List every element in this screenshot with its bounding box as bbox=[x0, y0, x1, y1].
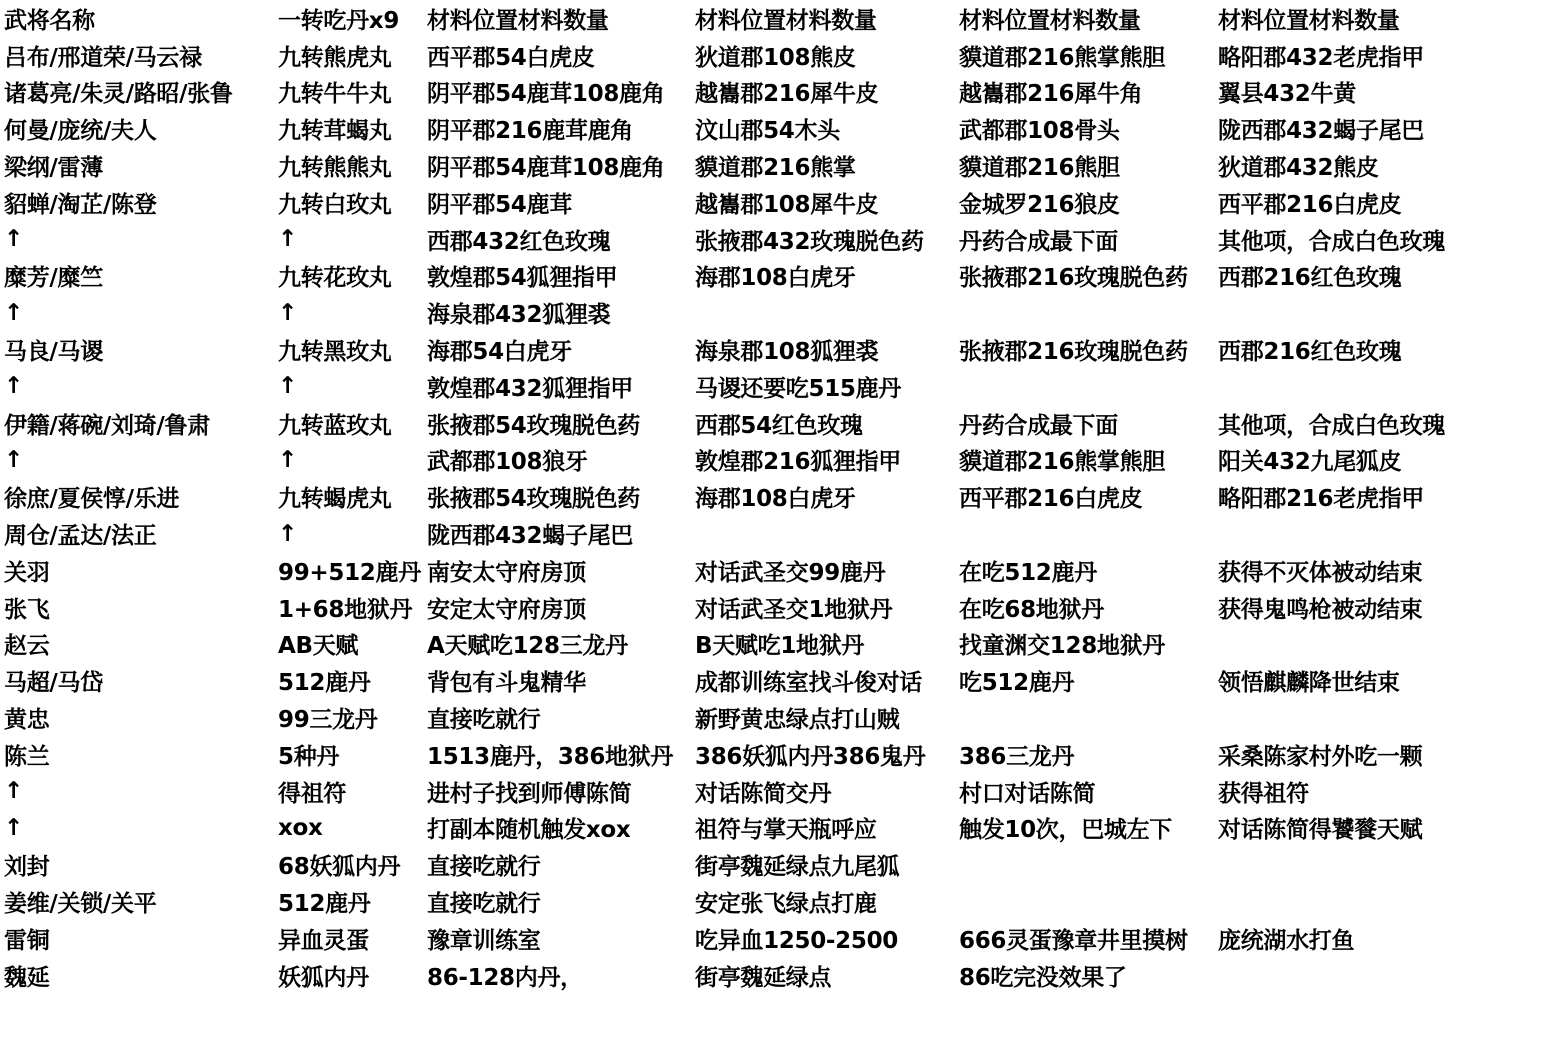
cell-pill: 九转牛牛丸 bbox=[278, 81, 392, 108]
cell-material-1: 直接吃就行 bbox=[427, 854, 541, 881]
cell-material-2: 张掖郡432玫瑰脱色药 bbox=[695, 228, 924, 255]
cell-material-1: 1513鹿丹，386地狱丹 bbox=[427, 743, 674, 770]
cell-material-4: 西平郡216白虎皮 bbox=[1218, 191, 1402, 218]
cell-hero-name: 周仓/孟达/法正 bbox=[4, 523, 157, 550]
cell-material-2: 新野黄忠绿点打山贼 bbox=[695, 707, 900, 734]
cell-hero-name: 梁纲/雷薄 bbox=[4, 155, 103, 182]
cell-material-4: 获得不灭体被动结束 bbox=[1218, 559, 1423, 586]
cell-hero-name: 刘封 bbox=[4, 854, 50, 881]
table-row bbox=[4, 589, 1538, 626]
cell-hero-name: 张飞 bbox=[4, 596, 50, 623]
cell-material-2: 海泉郡108狐狸裘 bbox=[695, 339, 879, 366]
cell-material-1: 豫章训练室 bbox=[427, 927, 541, 954]
table-row bbox=[4, 810, 1538, 847]
cell-hero-name: 关羽 bbox=[4, 559, 50, 586]
cell-material-4: 狄道郡432熊皮 bbox=[1218, 155, 1379, 182]
table-row bbox=[4, 74, 1538, 111]
cell-material-3: 666灵蛋豫章井里摸树 bbox=[959, 927, 1188, 954]
cell-material-4: 其他项，合成白色玫瑰 bbox=[1218, 412, 1446, 439]
cell-pill: ↑ bbox=[278, 226, 297, 253]
cell-hero-name: 徐庶/夏侯惇/乐进 bbox=[4, 486, 180, 513]
cell-pill: AB天赋 bbox=[278, 633, 359, 660]
cell-pill: 99+512鹿丹 bbox=[278, 559, 421, 586]
cell-material-4: 对话陈简得饕餮天赋 bbox=[1218, 817, 1423, 844]
cell-pill: 九转黑玫丸 bbox=[278, 339, 392, 366]
table-row bbox=[4, 736, 1538, 773]
cell-hero-name: 糜芳/糜竺 bbox=[4, 265, 103, 292]
cell-hero-name: 伊籍/蒋碗/刘琦/鲁肃 bbox=[4, 412, 210, 439]
cell-pill: 妖狐内丹 bbox=[278, 964, 369, 991]
cell-material-1: 直接吃就行 bbox=[427, 891, 541, 918]
cell-material-2: 街亭魏延绿点九尾狐 bbox=[695, 854, 900, 881]
table-row bbox=[4, 957, 1538, 994]
cell-pill: ↑ bbox=[278, 446, 297, 473]
cell-material-2: 狄道郡108熊皮 bbox=[695, 44, 856, 71]
cell-hero-name: ↑ bbox=[4, 814, 23, 841]
cell-material-1: 背包有斗鬼精华 bbox=[427, 670, 586, 697]
cell-material-1: 敦煌郡54狐狸指甲 bbox=[427, 265, 618, 292]
table-row bbox=[4, 110, 1538, 147]
cell-material-3: 在吃68地狱丹 bbox=[959, 596, 1104, 623]
cell-material-3: 86吃完没效果了 bbox=[959, 964, 1127, 991]
cell-pill: 99三龙丹 bbox=[278, 707, 378, 734]
table-row bbox=[4, 37, 1538, 74]
table-row bbox=[4, 662, 1538, 699]
cell-material-3: 张掖郡216玫瑰脱色药 bbox=[959, 339, 1188, 366]
table-row bbox=[4, 147, 1538, 184]
cell-material-1: 西郡432红色玫瑰 bbox=[427, 228, 611, 255]
table-row bbox=[4, 515, 1538, 552]
table-row bbox=[4, 846, 1538, 883]
cell-material-4: 翼县432牛黄 bbox=[1218, 81, 1356, 108]
table-row bbox=[4, 920, 1538, 957]
cell-pill: 512鹿丹 bbox=[278, 670, 371, 697]
table-row bbox=[4, 552, 1538, 589]
cell-material-3: 丹药合成最下面 bbox=[959, 412, 1118, 439]
cell-material-1: 直接吃就行 bbox=[427, 707, 541, 734]
cell-hero-name: 陈兰 bbox=[4, 743, 50, 770]
table-row bbox=[4, 478, 1538, 515]
header-pill: 一转吃丹x9 bbox=[278, 7, 400, 34]
cell-material-2: 马谡还要吃515鹿丹 bbox=[695, 375, 902, 402]
table-row bbox=[4, 221, 1538, 258]
table-row bbox=[4, 258, 1538, 295]
cell-hero-name: 马超/马岱 bbox=[4, 670, 103, 697]
cell-material-2: 西郡54红色玫瑰 bbox=[695, 412, 863, 439]
cell-hero-name: 马良/马谡 bbox=[4, 339, 103, 366]
cell-material-3: 丹药合成最下面 bbox=[959, 228, 1118, 255]
cell-hero-name: 雷铜 bbox=[4, 927, 50, 954]
cell-material-4: 略阳郡432老虎指甲 bbox=[1218, 44, 1425, 71]
cell-pill: 九转蝎虎丸 bbox=[278, 486, 392, 513]
cell-pill: 九转白玫丸 bbox=[278, 191, 392, 218]
cell-material-1: 南安太守府房顶 bbox=[427, 559, 586, 586]
header-material-2: 材料位置材料数量 bbox=[695, 7, 877, 34]
cell-material-3: 越巂郡216犀牛角 bbox=[959, 81, 1143, 108]
cell-material-3: 貘道郡216熊掌熊胆 bbox=[959, 449, 1166, 476]
cell-pill: 得祖符 bbox=[278, 780, 347, 807]
cell-material-2: 汶山郡54木头 bbox=[695, 118, 840, 145]
cell-hero-name: ↑ bbox=[4, 446, 23, 473]
cell-material-1: 86-128内丹， bbox=[427, 964, 583, 991]
cell-material-2: 貘道郡216熊掌 bbox=[695, 155, 856, 182]
cell-hero-name: ↑ bbox=[4, 226, 23, 253]
spreadsheet bbox=[4, 0, 1538, 994]
cell-pill: ↑ bbox=[278, 299, 297, 326]
cell-material-2: 越巂郡216犀牛皮 bbox=[695, 81, 879, 108]
cell-material-1: 张掖郡54玫瑰脱色药 bbox=[427, 486, 641, 513]
table-row bbox=[4, 405, 1538, 442]
cell-material-4: 西郡216红色玫瑰 bbox=[1218, 265, 1402, 292]
cell-material-1: A天赋吃128三龙丹 bbox=[427, 633, 628, 660]
cell-hero-name: ↑ bbox=[4, 778, 23, 805]
table-row bbox=[4, 699, 1538, 736]
cell-material-3: 金城罗216狼皮 bbox=[959, 191, 1120, 218]
cell-material-2: 海郡108白虎牙 bbox=[695, 265, 856, 292]
cell-material-4: 其他项，合成白色玫瑰 bbox=[1218, 228, 1446, 255]
cell-material-2: 对话武圣交1地狱丹 bbox=[695, 596, 893, 623]
cell-hero-name: 诸葛亮/朱灵/路昭/张鲁 bbox=[4, 81, 233, 108]
cell-material-4: 阳关432九尾狐皮 bbox=[1218, 449, 1402, 476]
header-material-3: 材料位置材料数量 bbox=[959, 7, 1141, 34]
cell-material-3: 貘道郡216熊掌熊胆 bbox=[959, 44, 1166, 71]
cell-pill: 九转茸蝎丸 bbox=[278, 118, 392, 145]
header-row bbox=[4, 0, 1538, 37]
cell-hero-name: 黄忠 bbox=[4, 707, 50, 734]
cell-material-1: 进村子找到师傅陈简 bbox=[427, 780, 632, 807]
cell-material-4: 获得祖符 bbox=[1218, 780, 1309, 807]
cell-material-1: 陇西郡432蝎子尾巴 bbox=[427, 523, 634, 550]
cell-material-3: 在吃512鹿丹 bbox=[959, 559, 1097, 586]
cell-material-2: 海郡108白虎牙 bbox=[695, 486, 856, 513]
cell-material-2: 成都训练室找斗俊对话 bbox=[695, 670, 923, 697]
cell-material-4: 采桑陈家村外吃一颗 bbox=[1218, 743, 1423, 770]
cell-material-1: 安定太守府房顶 bbox=[427, 596, 586, 623]
cell-material-4: 陇西郡432蝎子尾巴 bbox=[1218, 118, 1425, 145]
table-row bbox=[4, 368, 1538, 405]
cell-material-3: 找童渊交128地狱丹 bbox=[959, 633, 1166, 660]
cell-hero-name: 姜维/关锁/关平 bbox=[4, 891, 157, 918]
cell-material-2: 对话武圣交99鹿丹 bbox=[695, 559, 886, 586]
cell-material-4: 略阳郡216老虎指甲 bbox=[1218, 486, 1425, 513]
cell-material-1: 海郡54白虎牙 bbox=[427, 339, 572, 366]
cell-material-3: 386三龙丹 bbox=[959, 743, 1075, 770]
cell-hero-name: 赵云 bbox=[4, 633, 50, 660]
cell-material-4: 获得鬼鸣枪被动结束 bbox=[1218, 596, 1423, 623]
cell-pill: 异血灵蛋 bbox=[278, 927, 369, 954]
header-hero-name: 武将名称 bbox=[4, 7, 95, 34]
cell-material-1: 阴平郡54鹿茸108鹿角 bbox=[427, 81, 665, 108]
cell-hero-name: 貂蝉/淘芷/陈登 bbox=[4, 191, 157, 218]
cell-material-3: 张掖郡216玫瑰脱色药 bbox=[959, 265, 1188, 292]
table-row bbox=[4, 331, 1538, 368]
cell-material-2: 386妖狐内丹386鬼丹 bbox=[695, 743, 926, 770]
table-row bbox=[4, 883, 1538, 920]
cell-pill: 5种丹 bbox=[278, 743, 340, 770]
cell-material-1: 武都郡108狼牙 bbox=[427, 449, 588, 476]
cell-hero-name: 吕布/邢道荣/马云禄 bbox=[4, 44, 202, 71]
cell-material-2: 越巂郡108犀牛皮 bbox=[695, 191, 879, 218]
cell-pill: 九转花玫丸 bbox=[278, 265, 392, 292]
cell-pill: ↑ bbox=[278, 373, 297, 400]
cell-pill: 68妖狐内丹 bbox=[278, 854, 401, 881]
table-row bbox=[4, 773, 1538, 810]
cell-material-1: 敦煌郡432狐狸指甲 bbox=[427, 375, 634, 402]
cell-hero-name: 何曼/庞统/夫人 bbox=[4, 118, 157, 145]
cell-pill: 九转熊虎丸 bbox=[278, 44, 392, 71]
cell-hero-name: ↑ bbox=[4, 299, 23, 326]
cell-material-2: 吃异血1250-2500 bbox=[695, 927, 898, 954]
cell-material-2: B天赋吃1地狱丹 bbox=[695, 633, 865, 660]
cell-material-1: 阴平郡54鹿茸108鹿角 bbox=[427, 155, 665, 182]
cell-material-1: 阴平郡54鹿茸 bbox=[427, 191, 572, 218]
cell-material-1: 海泉郡432狐狸裘 bbox=[427, 302, 611, 329]
cell-material-2: 祖符与掌天瓶呼应 bbox=[695, 817, 877, 844]
cell-material-2: 街亭魏延绿点 bbox=[695, 964, 832, 991]
cell-material-3: 吃512鹿丹 bbox=[959, 670, 1075, 697]
cell-material-3: 触发10次，巴城左下 bbox=[959, 817, 1173, 844]
cell-material-4: 领悟麒麟降世结束 bbox=[1218, 670, 1400, 697]
table-row bbox=[4, 626, 1538, 663]
header-material-1: 材料位置材料数量 bbox=[427, 7, 609, 34]
cell-material-4: 西郡216红色玫瑰 bbox=[1218, 339, 1402, 366]
table-row bbox=[4, 442, 1538, 479]
cell-material-2: 安定张飞绿点打鹿 bbox=[695, 891, 877, 918]
cell-pill: 九转熊熊丸 bbox=[278, 155, 392, 182]
cell-material-1: 张掖郡54玫瑰脱色药 bbox=[427, 412, 641, 439]
cell-material-3: 貘道郡216熊胆 bbox=[959, 155, 1120, 182]
cell-pill: 九转蓝玫丸 bbox=[278, 412, 392, 439]
cell-material-1: 打副本随机触发xox bbox=[427, 817, 631, 844]
cell-material-3: 村口对话陈简 bbox=[959, 780, 1096, 807]
cell-material-3: 武都郡108骨头 bbox=[959, 118, 1120, 145]
cell-pill: 1+68地狱丹 bbox=[278, 596, 413, 623]
table-row bbox=[4, 294, 1538, 331]
cell-material-4: 庞统湖水打鱼 bbox=[1218, 927, 1355, 954]
cell-pill: xox bbox=[278, 814, 323, 841]
header-material-4: 材料位置材料数量 bbox=[1218, 7, 1400, 34]
cell-hero-name: 魏延 bbox=[4, 964, 50, 991]
cell-material-1: 西平郡54白虎皮 bbox=[427, 44, 595, 71]
cell-material-1: 阴平郡216鹿茸鹿角 bbox=[427, 118, 634, 145]
cell-material-3: 西平郡216白虎皮 bbox=[959, 486, 1143, 513]
cell-pill: ↑ bbox=[278, 520, 297, 547]
cell-material-2: 敦煌郡216狐狸指甲 bbox=[695, 449, 902, 476]
cell-material-2: 对话陈简交丹 bbox=[695, 780, 832, 807]
table-row bbox=[4, 184, 1538, 221]
cell-hero-name: ↑ bbox=[4, 373, 23, 400]
cell-pill: 512鹿丹 bbox=[278, 891, 371, 918]
